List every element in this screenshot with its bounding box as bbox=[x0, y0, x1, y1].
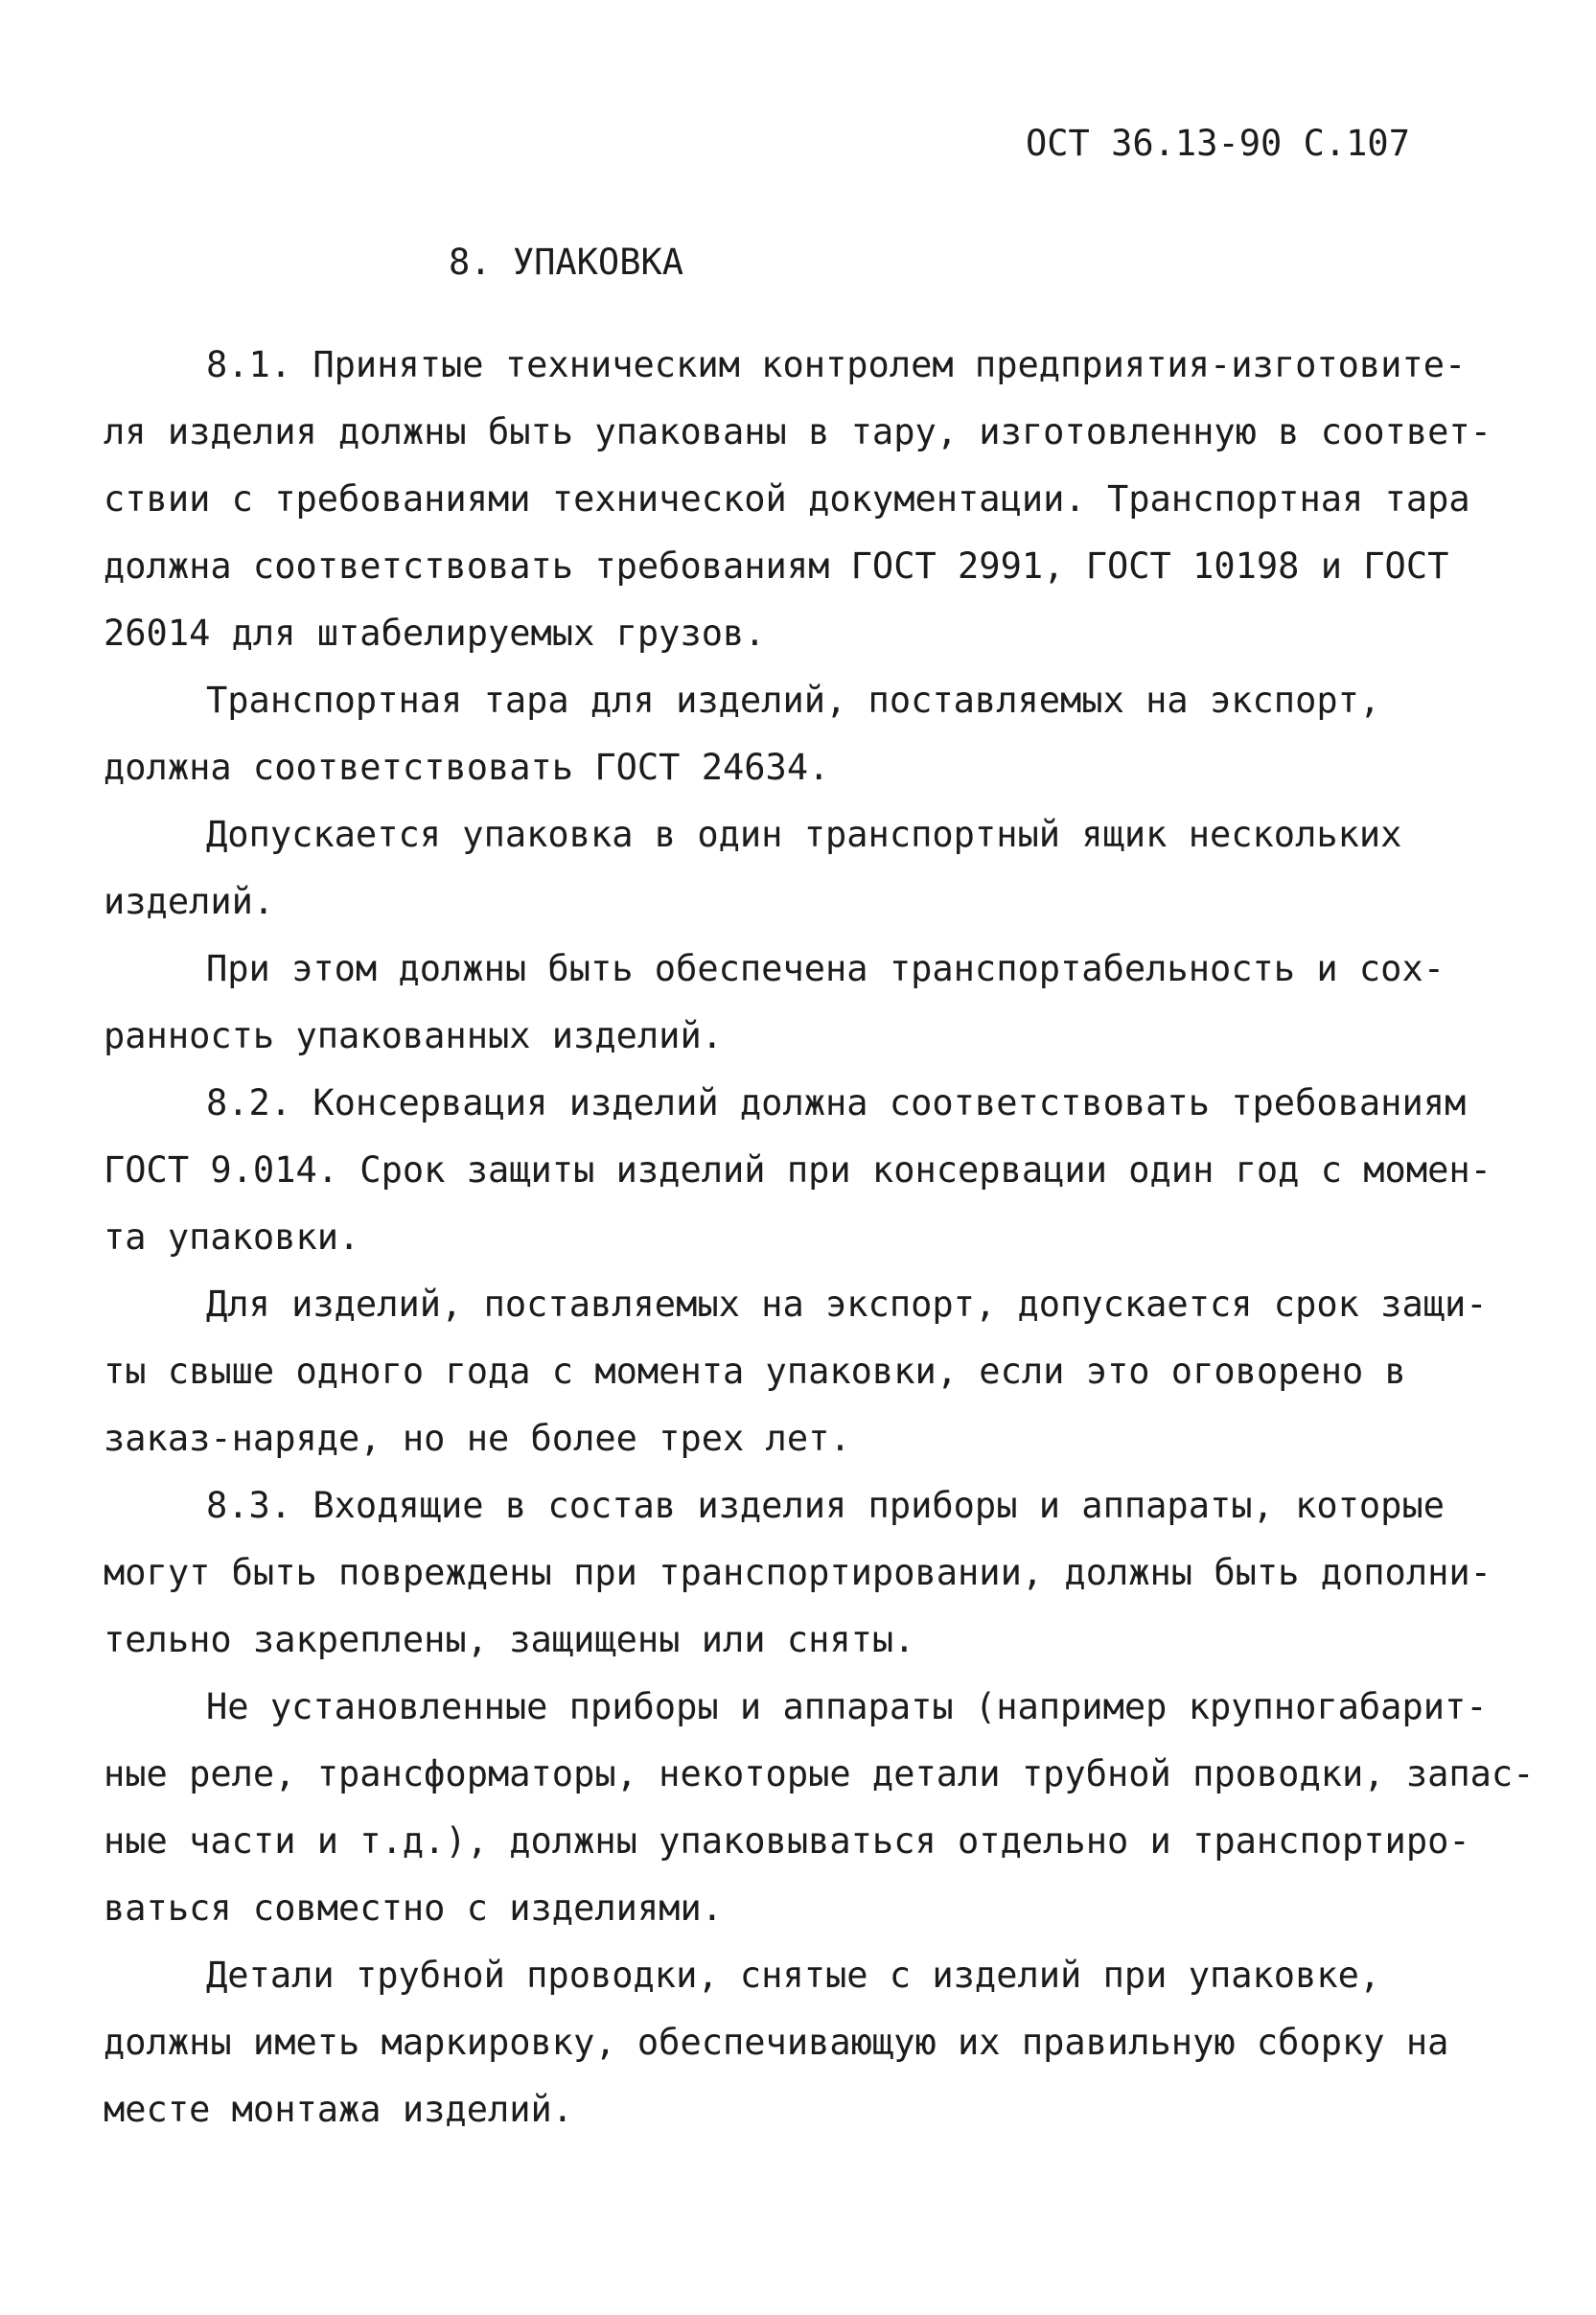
text-line: Допускается упаковка в один транспортный ящик нескольких bbox=[206, 814, 1402, 855]
text-line: должна соответствовать ГОСТ 24634. bbox=[104, 747, 830, 788]
text-line: та упаковки. bbox=[104, 1216, 360, 1258]
text-line: должна соответствовать требованиям ГОСТ 2991, ГОСТ 10198 и ГОСТ bbox=[104, 545, 1449, 587]
text-line: Не установленные приборы и аппараты (например крупногабарит- bbox=[206, 1686, 1488, 1727]
text-line: заказ-наряде, но не более трех лет. bbox=[104, 1418, 851, 1459]
text-line: могут быть повреждены при транспортировании, должны быть дополни- bbox=[104, 1552, 1492, 1593]
text-line: Транспортная тара для изделий, поставляемых на экспорт, bbox=[206, 680, 1381, 721]
section-title: 8. УПАКОВКА bbox=[449, 242, 684, 283]
text-line: ГОСТ 9.014. Срок защиты изделий при консервации один год с момен- bbox=[104, 1149, 1492, 1191]
text-line: тельно закреплены, защищены или сняты. bbox=[104, 1619, 915, 1660]
text-line: При этом должны быть обеспечена транспортабельность и сох- bbox=[206, 948, 1446, 989]
text-line: ные части и т.д.), должны упаковываться отдельно и транспортиро- bbox=[104, 1820, 1470, 1862]
text-line: ваться совместно с изделиями. bbox=[104, 1887, 724, 1929]
text-line: ные реле, трансформаторы, некоторые детали трубной проводки, запас- bbox=[104, 1753, 1535, 1794]
text-line: 8.3. Входящие в состав изделия приборы и аппараты, которые bbox=[206, 1485, 1446, 1526]
text-line: ранность упакованных изделий. bbox=[104, 1015, 724, 1056]
text-line: 8.2. Консервация изделий должна соответствовать требованиям bbox=[206, 1082, 1467, 1123]
text-line: 26014 для штабелируемых грузов. bbox=[104, 613, 766, 654]
standard-reference: ОСТ 36.13-90 С.107 bbox=[1026, 123, 1410, 164]
text-line: изделий. bbox=[104, 881, 275, 922]
text-line: 8.1. Принятые техническим контролем предприятия-изготовите- bbox=[206, 344, 1467, 385]
text-line: ствии с требованиями технической документации. Транспортная тара bbox=[104, 478, 1470, 520]
text-line: должны иметь маркировку, обеспечивающую их правильную сборку на bbox=[104, 2022, 1449, 2063]
text-line: ля изделия должны быть упакованы в тару, изготовленную в соответ- bbox=[104, 411, 1492, 452]
text-line: Детали трубной проводки, снятые с изделий при упаковке, bbox=[206, 1955, 1381, 1996]
text-line: ты свыше одного года с момента упаковки, если это оговорено в bbox=[104, 1351, 1406, 1392]
text-line: месте монтажа изделий. bbox=[104, 2089, 574, 2130]
text-line: Для изделий, поставляемых на экспорт, допускается срок защи- bbox=[206, 1284, 1488, 1325]
